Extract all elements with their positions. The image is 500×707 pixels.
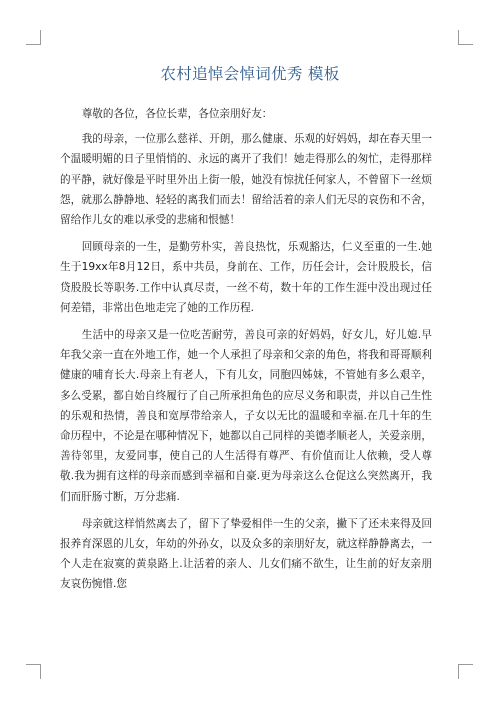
body-paragraph: 我的母亲，一位那么慈祥、开朗，那么健康、乐观的好妈妈，却在春天里一个温暖明媚的日子里悄悄的、永远的离开了我们！她走得那么的匆忙，走得那样的平静，就好像是平时里外出上街一般，她没有惊扰任何家人，不曾留下一丝烦怨，就那么静静地、轻轻的离我们而去！留给活着的亲人们无尽的哀伤和不舍，留给作儿女的难以承受的悲痛和恨憾！: [60, 133, 432, 227]
crop-mark-bottom-right: [458, 664, 473, 679]
body-paragraph: 生活中的母亲又是一位吃苦耐劳，善良可亲的好妈妈，好女儿，好儿媳.早年我父亲一直在外地工作，她一个人承担了母亲和父亲的角色，将我和哥哥顺利健康的哺育长大.母亲上有老人，下有儿女，同胞四姊妹，不管她有多么艰辛，多么受累，都自始自终履行了自己所承担角色的应尽义务和职责，并以自己生性的乐观和热情，善良和宽厚带给亲人，子女以无比的温暖和幸福.在几十年的生命历程中，不论是在哪种情况下，她都以自己同样的美德孝顺老人，关爱亲朋，善待邻里，友爱同事，使自己的人生活得有尊严、有价值而让人依赖，受人尊敬.我为拥有这样的母亲而感到幸福和自豪.更为母亲这么仓促这么突然离开，我们而肝肠寸断，万分悲痛.: [60, 329, 432, 503]
crop-mark-top-right: [458, 30, 473, 45]
crop-mark-bottom-left: [26, 664, 41, 679]
body-paragraph: 回顾母亲的一生，是勤劳朴实，善良热忱，乐观豁达，仁义至重的一生.她生于19xx年8月12日，系中共员，身前在、工作，历任会计，会计股股长，信贷股股长等职务.工作中认真尽责，一丝不苟，数十年的工作生涯中没出现过任何差错，非常出色地走完了她的工作历程.: [60, 241, 432, 314]
salutation-paragraph: 尊敬的各位，各位长辈，各位亲朋好友：: [81, 108, 273, 120]
document-body: [60, 104, 432, 595]
body-paragraph: 母亲就这样悄然离去了，留下了挚爱相伴一生的父亲，撇下了还未来得及回报养育深恩的儿女，年幼的外孙女，以及众多的亲朋好友，就这样静静离去，一个人走在寂寞的黄泉路上.让活着的亲人、儿女们痛不欲生，让生前的好友亲朋友哀伤惋惜.您: [60, 517, 432, 591]
crop-mark-top-left: [26, 30, 41, 45]
document-title: 农村追悼会悼词优秀 模板: [160, 65, 340, 83]
